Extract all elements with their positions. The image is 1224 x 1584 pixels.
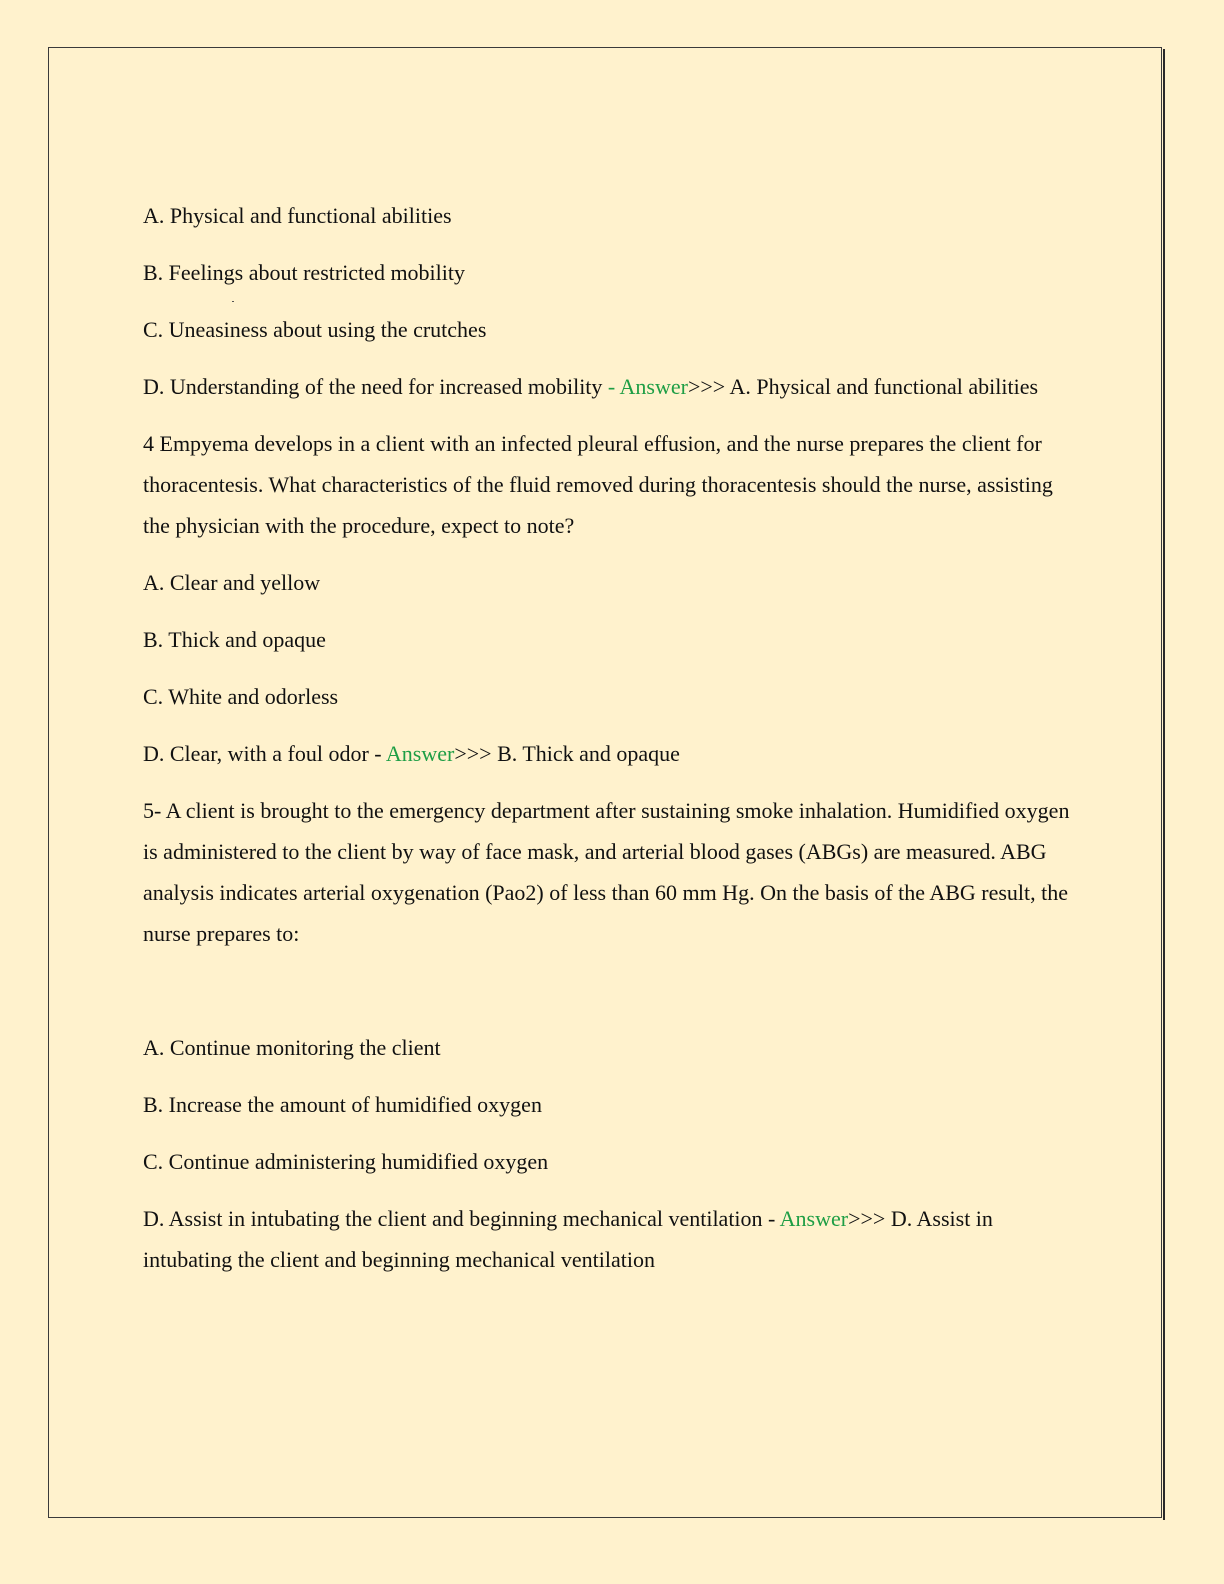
q3-option-d-text: D. Understanding of the need for increased mobility <box>143 374 608 399</box>
q5-answer-value: >>> D. Assist in intubating the client and beginning mechanical ventilation <box>143 1206 993 1272</box>
q3-option-c: C. Uneasiness about using the crutches <box>143 317 487 342</box>
q4-option-a: A. Clear and yellow <box>143 570 321 595</box>
q4-question: 4 Empyema develops in a client with an infected pleural effusion, and the nurse prepares the client for thoracentesis. What characteristics of the fluid removed during thoracentesis should the nurse, assisting the physician with the procedure, expect to note? <box>143 431 1053 538</box>
q3-answer-value: >>> A. Physical and functional abilities <box>687 374 1039 399</box>
document-body <box>143 195 1083 1296</box>
q3-option-a: A. Physical and functional abilities <box>143 203 452 228</box>
q3-option-d <box>143 366 1083 407</box>
page-border-edge <box>1163 49 1165 1520</box>
q4-answer-label: Answer <box>385 741 455 766</box>
q3-answer-label: Answer <box>619 374 688 399</box>
q5-option-d <box>143 1198 1083 1280</box>
q5-option-c: C. Continue administering humidified oxygen <box>143 1149 549 1174</box>
q5-option-d-text: D. Assist in intubating the client and beginning mechanical ventilation - <box>143 1206 780 1231</box>
q3-answer-dash: - <box>607 374 620 399</box>
q3-option-b: B. Feelings about restricted mobility <box>143 260 466 285</box>
q5-question: 5- A client is brought to the emergency department after sustaining smoke inhalation. Humidified oxygen is administered to the client by way of face mask, and arterial blood gases (ABGs) are measured. ABG analysis indicates arterial oxygenation (Pao2) of less than 60 mm Hg. On the basis of the ABG result, the nurse prepares to: <box>143 798 1070 946</box>
q5-option-b: B. Increase the amount of humidified oxygen <box>143 1092 542 1117</box>
q4-option-c: C. White and odorless <box>143 684 339 709</box>
q4-option-d-text: D. Clear, with a foul odor - <box>143 741 386 766</box>
q4-option-d <box>143 733 1083 774</box>
q4-answer-value: >>> B. Thick and opaque <box>454 741 680 766</box>
q5-option-a: A. Continue monitoring the client <box>143 1035 441 1060</box>
q5-answer-label: Answer <box>779 1206 849 1231</box>
q4-option-b: B. Thick and opaque <box>143 627 326 652</box>
spacer <box>143 970 1083 1027</box>
